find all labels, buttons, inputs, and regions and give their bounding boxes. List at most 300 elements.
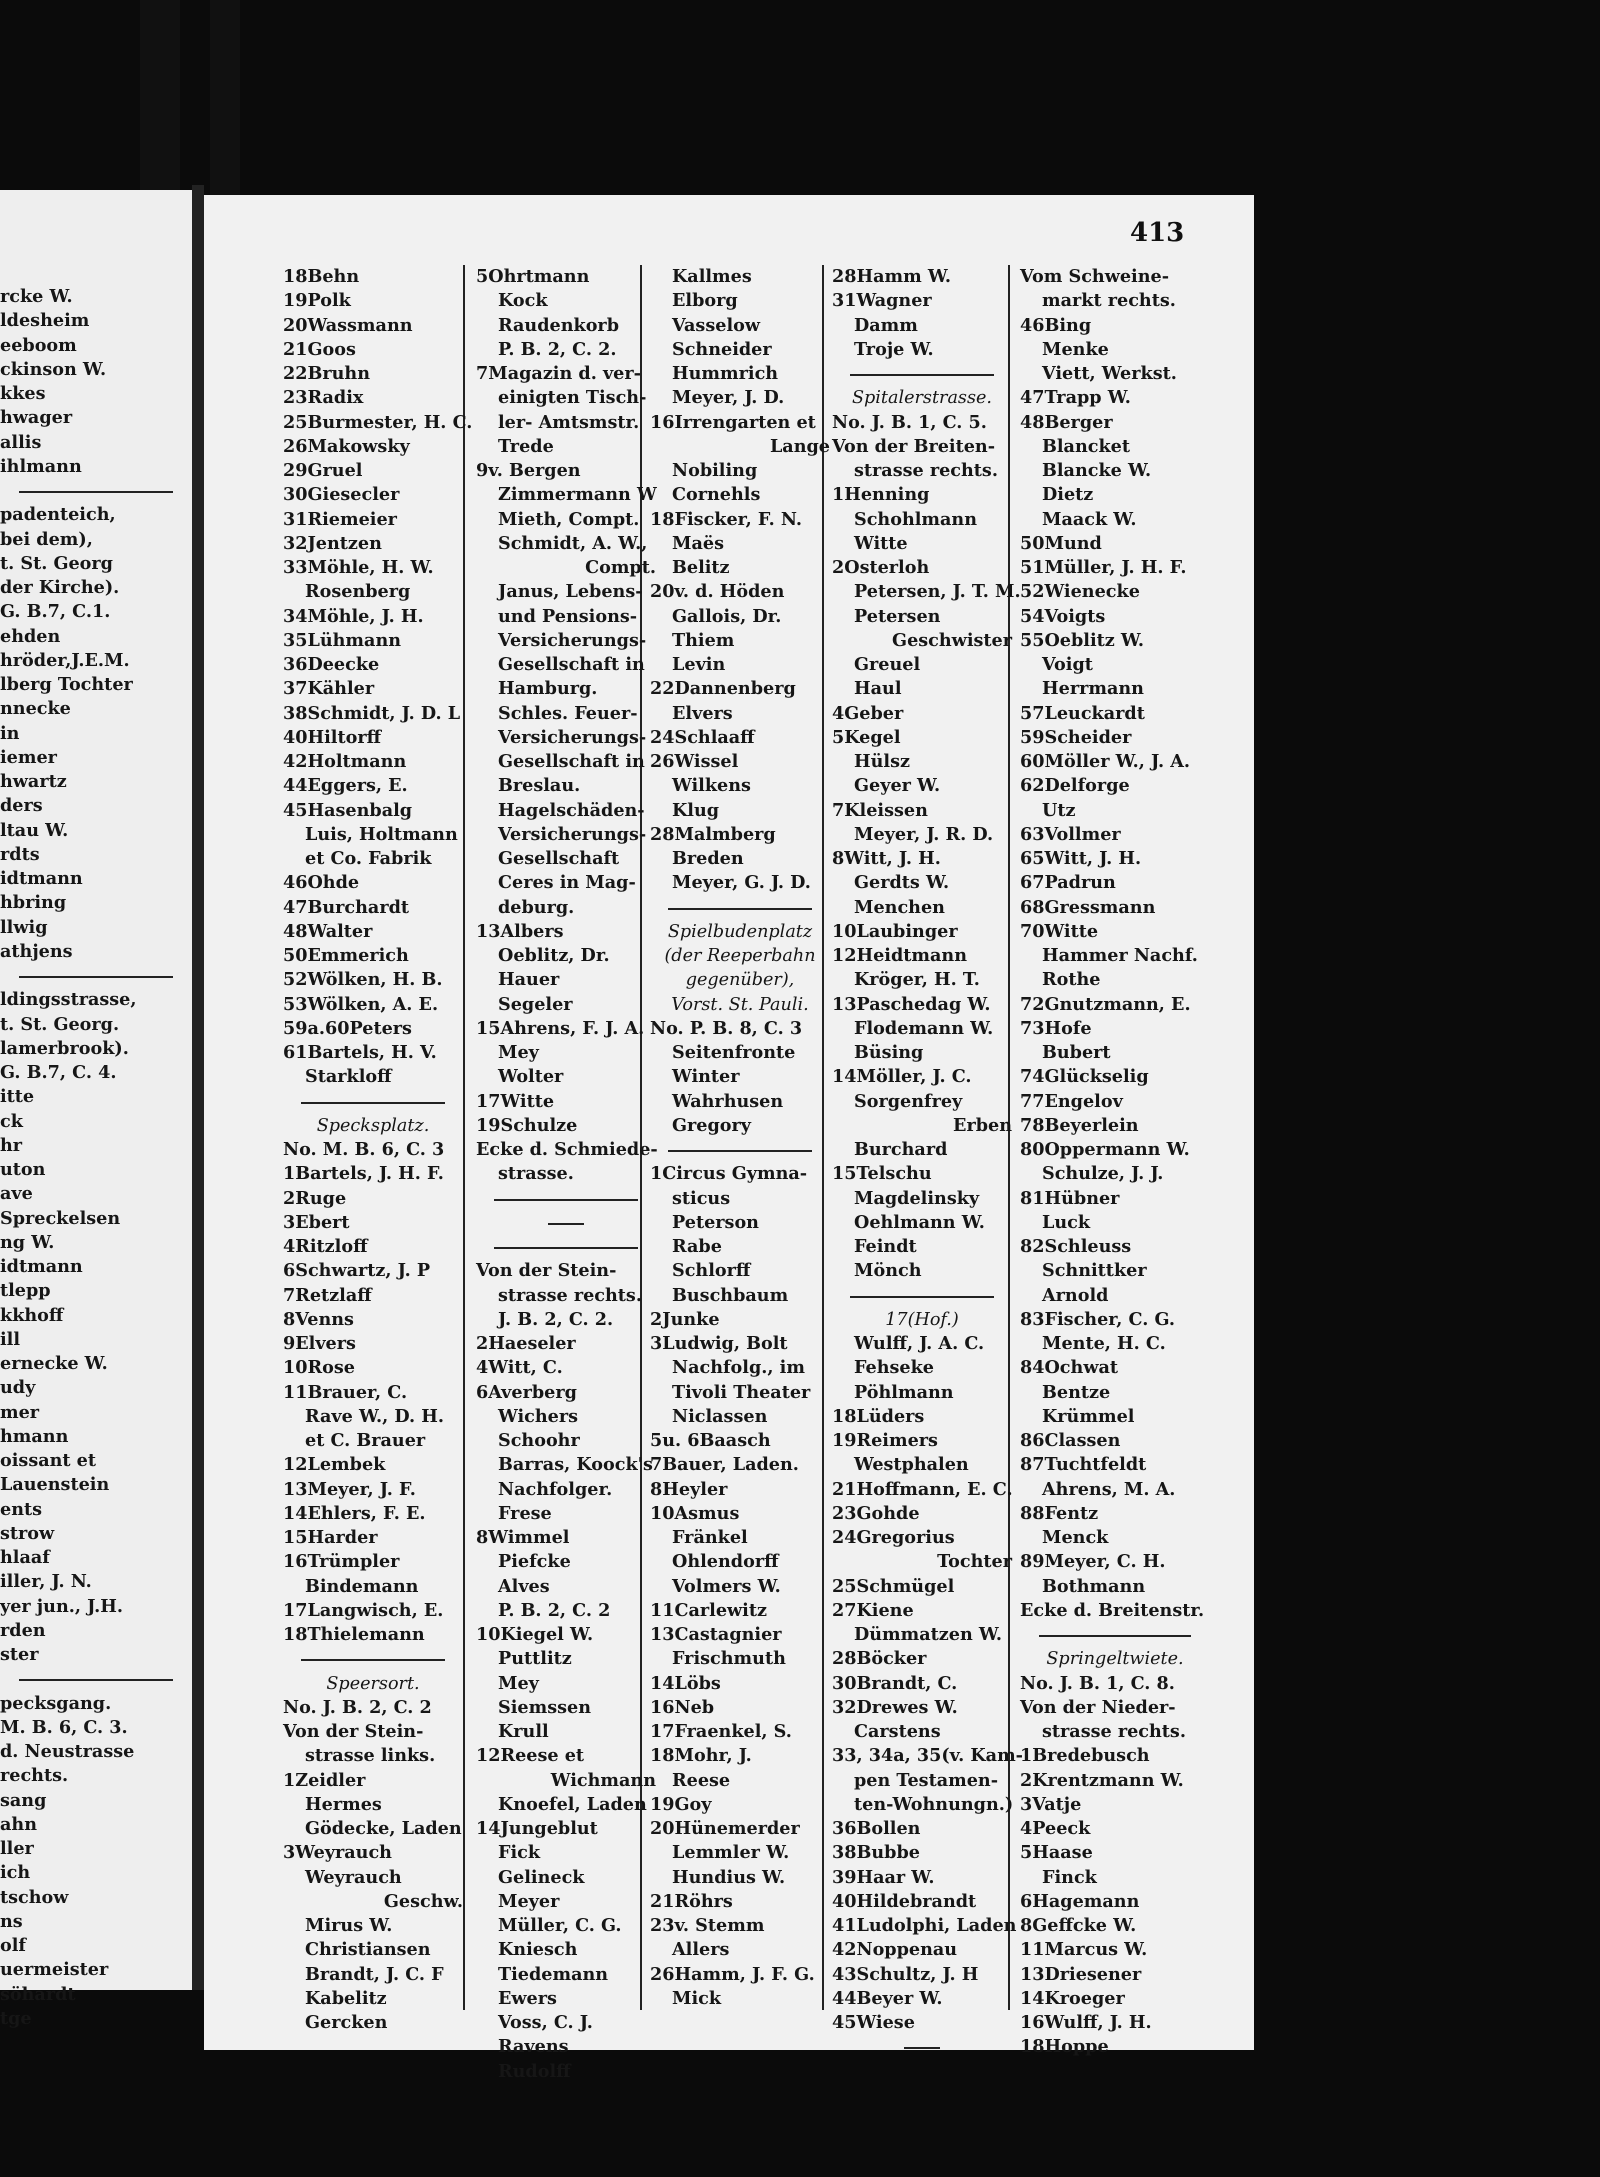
resident-entry: Gercken [305,2012,388,2033]
resident-entry: Gallois, Dr. [672,605,782,627]
resident-entry: Blancket [1042,435,1130,457]
resident-entry: Meyer [498,1890,560,1912]
directory-column-2 [476,265,656,2084]
section-divider [832,362,1012,386]
directory-column-3 [650,265,830,2011]
left-page-line: Spreckelsen [0,1207,121,1229]
resident-entry: Mieth, Compt. [498,508,640,530]
left-page-line: d. Neustrasse [0,1741,135,1762]
house-entry: 10Asmus [650,1502,740,1524]
street-note: Ecke d. Breitenstr. [1020,1599,1205,1621]
resident-entry: Nachfolger. [498,1478,613,1500]
house-entry: 81Hübner [1020,1187,1120,1209]
street-note: Vom Schweine- [1020,266,1170,287]
house-entry: 11Brauer, C. [283,1381,408,1403]
house-entry: 4Witt, C. [476,1357,563,1379]
left-page-line: pecksgang. [0,1692,112,1714]
left-page-line: hr [0,1134,23,1156]
house-entry: 35Lühmann [283,629,402,651]
resident-entry: Bindemann [305,1575,419,1597]
resident-entry: Hagelschäden- [498,799,645,821]
house-entry: 32Jentzen [283,532,382,554]
house-entry: 13Paschedag W. [832,993,991,1015]
house-entry: 20Wassmann [283,314,413,336]
house-entry: 50Emmerich [283,945,409,966]
left-page-line: olf [0,1935,26,1956]
left-page-line: rcke W. [0,286,73,307]
house-entry: 48Walter [283,920,373,942]
resident-entry: Voigt [1042,654,1093,675]
house-entry: 80Oppermann W. [1020,1139,1190,1160]
house-entry: 10Rose [283,1357,355,1379]
house-entry: 52Wölken, H. B. [283,969,443,991]
left-page-line: rden [0,1619,46,1641]
house-entry: 46Ohde [283,872,360,894]
resident-entry: Zimmermann W [498,484,657,506]
resident-entry: ler- Amtsmstr. [498,411,640,433]
resident-entry: Maës [672,532,724,554]
left-page-line: in [0,722,20,744]
house-entry: 39Haar W. [832,1866,935,1888]
house-entry: 1Henning [832,484,930,506]
resident-entry: Wahrhusen [672,1090,784,1112]
house-entry: 22Dannenberg [650,678,796,700]
column-divider [463,265,465,2010]
house-entry: 28Malmberg [650,823,776,845]
resident-entry: Gerdts W. [854,872,950,894]
house-entry: 18Behn [283,266,360,287]
resident-entry: Bentze [1042,1381,1111,1403]
house-entry: 67Padrun [1020,872,1116,894]
house-entry: 84Ochwat [1020,1357,1118,1379]
house-entry: 41Ludolphi, Laden [832,1915,1017,1936]
street-note: No. J. B. 2, C. 2 [283,1696,432,1718]
left-page [0,190,192,2029]
resident-entry: Versicherungs- [498,726,647,748]
resident-entry: Lemmler W. [672,1842,790,1864]
house-entry: 2Haeseler [476,1333,576,1354]
resident-entry: Oehlmann W. [854,1211,985,1233]
house-entry: 68Gressmann [1020,896,1156,918]
house-entry: 25Schmügel [832,1575,955,1597]
resident-entry: Oeblitz, Dr. [498,945,610,966]
house-entry: 46Bing [1020,314,1092,336]
street-note: No. P. B. 8, C. 3 [650,1017,803,1039]
street-heading: (der Reeperbahn [664,946,816,966]
left-page-line: ihlmann [0,455,82,477]
binding-strip [210,0,240,200]
left-page-line: uton [0,1159,46,1180]
resident-entry: Niclassen [672,1405,768,1427]
resident-entry: Hundius W. [672,1866,786,1888]
house-entry: 36Deecke [283,654,380,675]
resident-entry: Krull [498,1721,549,1742]
house-entry: 62Delforge [1020,775,1130,797]
resident-entry: Rabe [672,1236,722,1257]
resident-entry: Dümmatzen W. [854,1624,1003,1645]
resident-entry: Wulff, J. A. C. [854,1333,985,1354]
house-entry: 5Kegel [832,726,901,748]
house-entry: 15Harder [283,1527,378,1548]
left-page-line: kkhoff [0,1304,64,1326]
left-page-line: ckinson W. [0,358,107,380]
house-entry: 14Möller, J. C. [832,1066,972,1088]
street-heading: Vorst. St. Pauli. [671,994,809,1015]
left-page-column [0,285,192,2031]
house-entry: 38Bubbe [832,1842,920,1864]
left-page-line: ck [0,1110,23,1132]
street-heading: Springeltwiete. [1046,1649,1184,1670]
street-heading: 17(Hof.) [885,1309,959,1330]
resident-entry: Schlorff [672,1260,751,1282]
resident-entry: Mey [498,1672,539,1694]
directory-entry: Lange [769,435,830,457]
house-entry: 2Ruge [283,1187,347,1209]
house-entry: 50Mund [1020,532,1102,554]
left-page-line: rdts [0,843,40,865]
resident-entry: Schohlmann [854,508,978,530]
resident-entry: Frischmuth [672,1648,786,1670]
directory-column-5 [1020,265,1210,2060]
left-page-line: ehden [0,625,61,647]
resident-entry: Schles. Feuer- [498,702,638,724]
resident-entry: Allers [672,1939,730,1961]
house-entry: 5Haase [1020,1842,1093,1864]
left-page-line: G. B.7, C.1. [0,601,111,623]
house-entry: 20v. d. Höden [650,581,785,603]
directory-entry: Tochter [937,1551,1012,1573]
house-entry: 70Witte [1020,920,1099,942]
house-entry: 33Möhle, H. W. [283,557,434,578]
house-entry: 8Venns [283,1308,354,1330]
house-entry: 4Ritzloff [283,1236,368,1257]
left-page-line: t. St. Georg [0,552,113,574]
left-page-line: G. B.7, C. 4. [0,1062,117,1083]
street-note: J. B. 2, C. 2. [498,1308,614,1330]
street-heading: Specksplatz. [316,1115,430,1136]
house-entry: 21Röhrs [650,1890,733,1912]
resident-entry: Utz [1042,799,1076,821]
house-entry: 1Bartels, J. H. F. [283,1163,444,1185]
resident-entry: Petersen, J. T. M. [854,581,1021,603]
resident-entry: Witte [854,532,908,554]
house-entry: 22Bruhn [283,363,370,384]
house-entry: 19Reimers [832,1430,938,1451]
house-entry: 73Hofe [1020,1017,1092,1039]
house-entry: 40Hildebrandt [832,1890,977,1912]
resident-entry: Belitz [672,557,730,578]
house-entry: 5u. 6Baasch [650,1430,771,1451]
resident-entry: Luck [1042,1211,1091,1233]
resident-entry: Schoohr [498,1430,580,1451]
resident-entry: Wichers [498,1405,579,1427]
house-entry: 8Witt, J. H. [832,848,941,869]
section-divider [650,896,830,920]
house-entry: 11Carlewitz [650,1599,767,1621]
house-entry: 32Drewes W. [832,1696,958,1718]
house-entry: 3Ludwig, Bolt [650,1333,788,1354]
street-note: strasse. [498,1163,574,1185]
house-entry: 10Laubinger [832,920,958,942]
house-entry: 13Castagnier [650,1624,782,1645]
street-note: P. B. 2, C. 2 [498,1599,611,1621]
street-note: No. J. B. 1, C. 5. [832,411,987,433]
section-divider [832,1284,1012,1308]
left-page-line: eeboom [0,334,77,356]
resident-entry: Kabelitz [305,1987,387,2009]
resident-entry: Mey [498,1042,539,1063]
house-entry: 3Weyrauch [283,1842,392,1864]
resident-entry: Knoefel, Laden [498,1793,647,1815]
street-note: Von der Nieder- [1020,1696,1176,1718]
section-divider [283,1647,463,1671]
left-page-line: ave [0,1183,33,1205]
house-entry: 16Wulff, J. H. [1020,2012,1152,2033]
left-page-line: ldesheim [0,310,90,332]
house-entry: 18Fiscker, F. N. [650,508,802,530]
resident-entry: Vasselow [672,314,761,336]
resident-entry: Schmidt, A. W., [498,532,648,554]
directory-entry: Compt. [585,557,656,578]
left-page-line: sang [0,1789,47,1811]
house-entry: 6Schwartz, J. P [283,1260,431,1282]
left-page-line: tschow [0,1886,69,1908]
resident-entry: Nachfolg., im [672,1357,805,1379]
resident-entry: Tivoli Theater [672,1381,811,1403]
house-entry: 16Trümpler [283,1551,400,1573]
resident-entry: Volmers W. [672,1575,781,1597]
house-entry: 19Polk [283,290,351,312]
street-note: Ecke d. Schmiede- [476,1139,658,1160]
left-page-line: M. B. 6, C. 3. [0,1716,128,1738]
street-note: Von der Stein- [476,1260,617,1282]
house-entry: 7Magazin d. ver- [476,363,641,384]
resident-entry: Ewers [498,1987,557,2009]
house-entry: 7Kleissen [832,799,928,821]
house-entry: 11Marcus W. [1020,1939,1148,1961]
house-entry: 17Witte [476,1090,555,1112]
house-entry: 88Fentz [1020,1502,1099,1524]
house-entry: 45Wiese [832,2012,915,2033]
house-entry: 4Geber [832,702,904,724]
house-entry: 1Zeidler [283,1769,366,1791]
resident-entry: Gesellschaft in [498,654,645,675]
resident-entry: Menke [1042,338,1109,360]
resident-entry: Barras, Koock's [498,1454,653,1476]
resident-entry: Trede [498,435,554,457]
resident-entry: Klug [672,799,720,821]
house-entry: 28Hamm W. [832,266,952,287]
left-page-line: strow [0,1522,55,1544]
resident-entry: Schneider [672,338,772,360]
house-entry: 24Schlaaff [650,726,755,748]
resident-entry: Reese [672,1769,731,1791]
resident-entry: Thiem [672,629,735,651]
house-entry: 26Hamm, J. F. G. [650,1963,815,1985]
resident-entry: Arnold [1042,1284,1109,1306]
resident-entry: Gödecke, Laden [305,1818,462,1839]
house-entry: 17Fraenkel, S. [650,1721,792,1742]
resident-entry: Damm [854,314,918,336]
left-page-line: ahn [0,1813,37,1835]
house-entry: 20Hünemerder [650,1818,800,1839]
house-entry: 78Beyerlein [1020,1114,1139,1136]
resident-entry: Hamburg. [498,678,598,700]
resident-entry: Gesellschaft in [498,751,645,772]
section-divider [0,1667,192,1691]
house-entry: 31Riemeier [283,508,397,530]
dash-separator [476,1211,656,1235]
resident-entry: und Pensions- [498,605,638,627]
house-entry: 12Heidtmann [832,945,968,966]
resident-entry: Rothe [1042,969,1101,991]
left-page-line: nnecke [0,698,71,720]
house-entry: 61Bartels, H. V. [283,1042,437,1063]
resident-entry: Peterson [672,1211,759,1233]
street-note: No. J. B. 1, C. 8. [1020,1672,1175,1694]
binding-strip [140,0,180,205]
resident-entry: Sorgenfrey [854,1090,963,1112]
resident-entry: ten-Wohnungn.) [854,1793,1014,1815]
house-entry: 87Tuchtfeldt [1020,1454,1147,1476]
resident-entry: Herrmann [1042,678,1144,700]
left-page-line: tge [0,2007,32,2029]
street-note: strasse links. [305,1745,436,1767]
resident-entry: Westphalen [854,1454,969,1476]
house-entry: 3Ebert [283,1211,350,1233]
resident-entry: Luis, Holtmann [305,823,458,845]
resident-entry: Bubert [1042,1042,1111,1063]
resident-entry: Rave W., D. H. [305,1405,444,1427]
house-entry: 21Hoffmann, E. C. [832,1478,1013,1500]
house-entry: 31Wagner [832,290,932,312]
resident-entry: Seitenfronte [672,1042,796,1063]
house-entry: 26Wissel [650,751,739,772]
house-entry: 19Goy [650,1793,712,1815]
resident-entry: Mönch [854,1260,922,1282]
directory-entry: Geschw. [383,1890,463,1912]
house-entry: 17Langwisch, E. [283,1599,444,1621]
resident-entry: Buschbaum [672,1284,789,1306]
directory-column-1 [283,265,473,2035]
resident-entry: einigten Tisch- [498,387,647,409]
left-page-line: ltau W. [0,819,69,841]
house-entry: 34Möhle, J. H. [283,605,424,627]
house-entry: 14Löbs [650,1672,721,1694]
left-page-line: ents [0,1498,43,1520]
street-heading: Spitalerstrasse. [851,388,992,409]
resident-entry: Levin [672,654,726,675]
left-page-line: allis [0,431,42,453]
section-divider [650,1138,830,1162]
section-divider [476,1235,656,1259]
house-entry: 42Holtmann [283,751,407,772]
dash-separator [832,2035,1012,2059]
left-page-line: llwig [0,916,48,938]
house-entry: 30Giesecler [283,484,400,506]
resident-entry: et Co. Fabrik [305,848,432,869]
left-page-line: Lauenstein [0,1474,110,1496]
resident-entry: Elvers [672,702,733,724]
house-entry: 36Bollen [832,1818,921,1839]
resident-entry: Breslau. [498,775,581,797]
house-entry: 30Brandt, C. [832,1672,958,1694]
house-entry: 43Schultz, J. H [832,1963,979,1985]
section-divider [0,479,192,503]
house-entry: 55Oeblitz W. [1020,629,1145,651]
section-divider [283,1090,463,1114]
street-note: Von der Stein- [283,1721,424,1742]
house-entry: 26Makowsky [283,435,410,457]
resident-entry: Gelineck [498,1866,585,1888]
street-heading: Speersort. [326,1673,420,1694]
left-page-line: ill [0,1328,21,1350]
resident-entry: Dietz [1042,484,1094,506]
resident-entry: Hermes [305,1793,382,1815]
resident-entry: Blancke W. [1042,460,1152,481]
resident-entry: Segeler [498,993,573,1015]
resident-entry: Geyer W. [854,775,941,797]
resident-entry: Meyer, J. R. D. [854,823,994,845]
house-entry: 53Wölken, A. E. [283,993,439,1015]
house-entry: 19Schulze [476,1114,578,1136]
left-page-line: lberg Tochter [0,674,133,695]
house-entry: 5Ohrtmann [476,266,590,287]
left-page-line: hröder,J.E.M. [0,649,130,671]
house-entry: 2Junke [650,1308,720,1330]
left-page-line: idtmann [0,1256,83,1277]
house-entry: 18Thielemann [283,1624,425,1645]
resident-entry: Siemssen [498,1696,591,1718]
left-page-line: hbring [0,892,67,914]
left-page-line: rechts. [0,1765,69,1787]
left-page-line: ns [0,1910,23,1932]
section-divider [1020,1623,1210,1647]
left-page-line: idtmann [0,868,83,889]
resident-entry: Flodemann W. [854,1017,994,1039]
page-gutter [192,185,204,1990]
left-page-line: iller, J. N. [0,1571,92,1593]
left-page-line: tlepp [0,1280,51,1302]
resident-entry: Alves [498,1575,550,1597]
house-entry: 16Neb [650,1696,715,1718]
resident-entry: Ceres in Mag- [498,872,636,894]
house-entry: 13Driesener [1020,1963,1142,1985]
resident-entry: Wilkens [672,775,751,797]
left-page-line: ich [0,1862,31,1884]
resident-entry: Wolter [498,1066,564,1088]
house-entry: 72Gnutzmann, E. [1020,993,1191,1015]
house-entry: 33, 34a, 35(v. Kam- [832,1745,1023,1767]
house-entry: 7Bauer, Laden. [650,1454,799,1476]
resident-entry: Menck [1042,1527,1109,1548]
resident-entry: Rosenberg [305,581,411,603]
street-heading: Spielbudenplatz [667,921,813,942]
left-page-line: ders [0,795,43,817]
resident-entry: Burchard [854,1139,948,1160]
house-entry: 29Gruel [283,460,363,481]
house-entry: 13Albers [476,920,564,942]
house-entry: 18Hoppe [1020,2036,1109,2058]
street-note: No. M. B. 6, C. 3 [283,1139,445,1160]
street-heading: gegenüber), [685,970,795,991]
house-entry: 47Burchardt [283,896,410,918]
house-entry: 6Averberg [476,1381,577,1403]
left-page-line: iemer [0,746,57,768]
street-note: strasse rechts. [1042,1721,1186,1742]
resident-entry: Magdelinsky [854,1187,980,1209]
house-entry: 83Fischer, C. G. [1020,1308,1175,1330]
